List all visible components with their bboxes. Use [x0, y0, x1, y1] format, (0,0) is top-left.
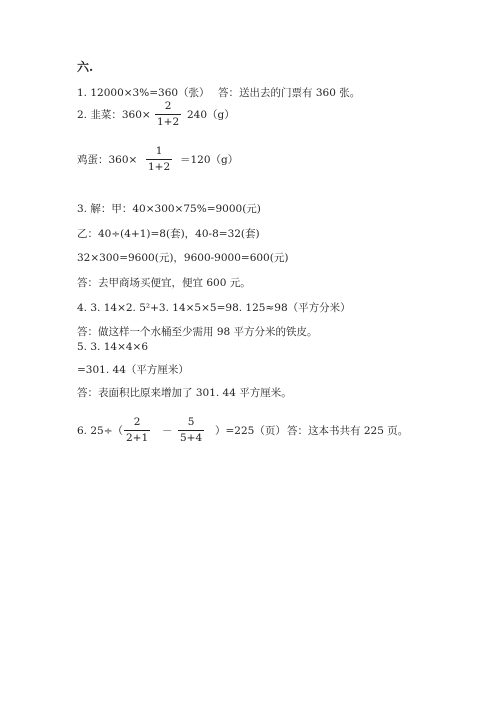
q5-calculation: 5. 3. 14×4×6: [77, 341, 149, 353]
q2-leek-fraction: [155, 100, 181, 129]
q3-line1: 3. 解：甲：40×300×75%=9000(元): [77, 203, 261, 215]
q6-prefix: 6. 25÷（: [77, 425, 124, 437]
fraction-denominator: 2+1: [126, 432, 149, 444]
fraction-denominator: 5+4: [180, 432, 203, 444]
q3-line2: 乙：40÷(4+1)=8(套)，40-8=32(套): [77, 228, 260, 240]
q5-answer: 答：表面积比原来增加了 301. 44 平方厘米。: [77, 387, 292, 399]
q2-egg-prefix: 鸡蛋：360×: [77, 154, 138, 166]
q5-result: =301. 44（平方厘米）: [77, 364, 189, 376]
fraction-numerator: 2: [164, 100, 172, 112]
q3-line3: 32×300=9600(元)，9600-9000=600(元): [77, 252, 289, 264]
fraction-numerator: 5: [187, 416, 195, 428]
q4-answer: 答：做这样一个水桶至少需用 98 平方分米的铁皮。: [77, 326, 318, 338]
q4-calculation: 4. 3. 14×2. 5²+3. 14×5×5=98. 125≈98（平方分米）: [77, 302, 351, 314]
fraction-bar: [155, 114, 181, 115]
fraction-bar: [178, 430, 204, 431]
q2-egg-fraction: [146, 145, 172, 174]
fraction-denominator: 1+2: [157, 116, 180, 128]
fraction-numerator: 2: [133, 416, 141, 428]
q6-fraction-2: [178, 416, 204, 445]
q3-answer: 答：去甲商场买便宜，便宜 600 元。: [77, 277, 251, 289]
q2-leek-prefix: 2. 韭菜：360×: [77, 109, 151, 121]
q6-suffix: ）=225（页）: [215, 425, 286, 437]
q2-leek-suffix: 240（g）: [187, 109, 235, 121]
q1-answer: 答：送出去的门票有 360 张。: [218, 87, 361, 99]
fraction-numerator: 1: [155, 145, 163, 157]
fraction-bar: [124, 430, 150, 431]
fraction-bar: [146, 159, 172, 160]
q1-calculation: 1. 12000×3%=360（张）: [77, 87, 210, 99]
section-title: 六.: [77, 60, 94, 74]
q6-fraction-1: [124, 416, 150, 445]
q6-answer: 答：这本书共有 225 页。: [287, 425, 409, 437]
q6-minus: －: [162, 425, 173, 437]
q2-egg-suffix: ＝120（g）: [180, 154, 239, 166]
fraction-denominator: 1+2: [148, 161, 171, 173]
